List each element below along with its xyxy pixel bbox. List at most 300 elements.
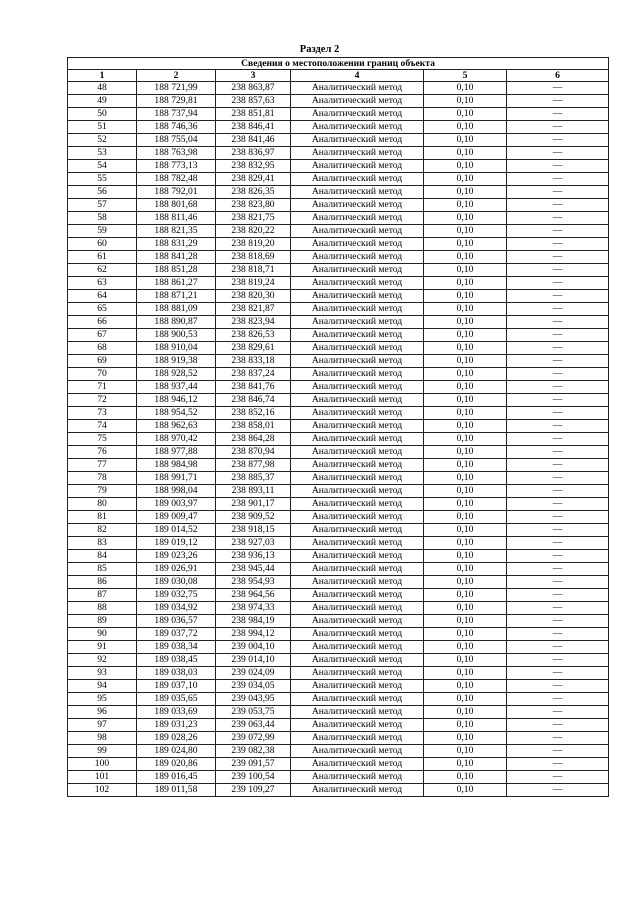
table-row	[68, 82, 609, 95]
x-coordinate-cell: 188 851,28	[137, 264, 216, 277]
y-coordinate-cell: 239 072,99	[216, 732, 291, 745]
y-coordinate-cell: 239 034,05	[216, 680, 291, 693]
y-coordinate-cell: 238 858,01	[216, 420, 291, 433]
accuracy-cell: 0,10	[424, 602, 507, 615]
description-cell: —	[507, 511, 609, 524]
y-coordinate-cell: 238 819,20	[216, 238, 291, 251]
point-number-cell: 59	[68, 225, 137, 238]
method-cell: Аналитический метод	[291, 95, 424, 108]
x-coordinate-cell: 188 998,04	[137, 485, 216, 498]
accuracy-cell: 0,10	[424, 433, 507, 446]
point-number-cell: 80	[68, 498, 137, 511]
method-cell: Аналитический метод	[291, 173, 424, 186]
x-coordinate-cell: 189 011,58	[137, 784, 216, 797]
boundary-coordinates-table	[67, 57, 609, 797]
y-coordinate-cell: 238 841,46	[216, 134, 291, 147]
table-row	[68, 251, 609, 264]
method-cell: Аналитический метод	[291, 82, 424, 95]
point-number-cell: 96	[68, 706, 137, 719]
description-cell: —	[507, 264, 609, 277]
table-row	[68, 186, 609, 199]
x-coordinate-cell: 188 890,87	[137, 316, 216, 329]
table-row	[68, 719, 609, 732]
table-row	[68, 511, 609, 524]
accuracy-cell: 0,10	[424, 615, 507, 628]
y-coordinate-cell: 238 832,95	[216, 160, 291, 173]
point-number-cell: 91	[68, 641, 137, 654]
x-coordinate-cell: 189 038,03	[137, 667, 216, 680]
table-row	[68, 524, 609, 537]
table-row	[68, 316, 609, 329]
method-cell: Аналитический метод	[291, 251, 424, 264]
table-row	[68, 550, 609, 563]
description-cell: —	[507, 498, 609, 511]
description-cell: —	[507, 641, 609, 654]
accuracy-cell: 0,10	[424, 329, 507, 342]
x-coordinate-cell: 188 861,27	[137, 277, 216, 290]
description-cell: —	[507, 654, 609, 667]
description-cell: —	[507, 199, 609, 212]
y-coordinate-cell: 238 818,69	[216, 251, 291, 264]
accuracy-cell: 0,10	[424, 303, 507, 316]
x-coordinate-cell: 188 763,98	[137, 147, 216, 160]
x-coordinate-cell: 189 026,91	[137, 563, 216, 576]
x-coordinate-cell: 188 937,44	[137, 381, 216, 394]
accuracy-cell: 0,10	[424, 290, 507, 303]
method-cell: Аналитический метод	[291, 641, 424, 654]
x-coordinate-cell: 189 023,26	[137, 550, 216, 563]
table-row	[68, 290, 609, 303]
column-number: 4	[291, 70, 424, 82]
accuracy-cell: 0,10	[424, 459, 507, 472]
method-cell: Аналитический метод	[291, 719, 424, 732]
description-cell: —	[507, 771, 609, 784]
description-cell: —	[507, 134, 609, 147]
x-coordinate-cell: 189 019,12	[137, 537, 216, 550]
table-row	[68, 381, 609, 394]
point-number-cell: 89	[68, 615, 137, 628]
description-cell: —	[507, 732, 609, 745]
description-cell: —	[507, 82, 609, 95]
table-row	[68, 147, 609, 160]
description-cell: —	[507, 550, 609, 563]
description-cell: —	[507, 212, 609, 225]
accuracy-cell: 0,10	[424, 225, 507, 238]
y-coordinate-cell: 238 818,71	[216, 264, 291, 277]
y-coordinate-cell: 238 846,41	[216, 121, 291, 134]
description-cell: —	[507, 524, 609, 537]
x-coordinate-cell: 188 821,35	[137, 225, 216, 238]
table-row	[68, 537, 609, 550]
accuracy-cell: 0,10	[424, 82, 507, 95]
y-coordinate-cell: 239 109,27	[216, 784, 291, 797]
point-number-cell: 84	[68, 550, 137, 563]
x-coordinate-cell: 189 038,45	[137, 654, 216, 667]
description-cell: —	[507, 563, 609, 576]
table-row	[68, 134, 609, 147]
method-cell: Аналитический метод	[291, 134, 424, 147]
description-cell: —	[507, 693, 609, 706]
description-cell: —	[507, 719, 609, 732]
x-coordinate-cell: 189 036,57	[137, 615, 216, 628]
x-coordinate-cell: 189 031,23	[137, 719, 216, 732]
y-coordinate-cell: 238 954,93	[216, 576, 291, 589]
accuracy-cell: 0,10	[424, 524, 507, 537]
accuracy-cell: 0,10	[424, 706, 507, 719]
x-coordinate-cell: 188 946,12	[137, 394, 216, 407]
accuracy-cell: 0,10	[424, 277, 507, 290]
accuracy-cell: 0,10	[424, 121, 507, 134]
accuracy-cell: 0,10	[424, 667, 507, 680]
point-number-cell: 52	[68, 134, 137, 147]
accuracy-cell: 0,10	[424, 485, 507, 498]
method-cell: Аналитический метод	[291, 602, 424, 615]
x-coordinate-cell: 188 900,53	[137, 329, 216, 342]
method-cell: Аналитический метод	[291, 472, 424, 485]
table-row	[68, 602, 609, 615]
description-cell: —	[507, 680, 609, 693]
table-row	[68, 771, 609, 784]
x-coordinate-cell: 188 910,04	[137, 342, 216, 355]
y-coordinate-cell: 238 909,52	[216, 511, 291, 524]
accuracy-cell: 0,10	[424, 589, 507, 602]
accuracy-cell: 0,10	[424, 771, 507, 784]
accuracy-cell: 0,10	[424, 316, 507, 329]
y-coordinate-cell: 238 836,97	[216, 147, 291, 160]
y-coordinate-cell: 238 857,63	[216, 95, 291, 108]
point-number-cell: 48	[68, 82, 137, 95]
accuracy-cell: 0,10	[424, 719, 507, 732]
point-number-cell: 82	[68, 524, 137, 537]
y-coordinate-cell: 238 984,19	[216, 615, 291, 628]
accuracy-cell: 0,10	[424, 173, 507, 186]
table-body	[68, 82, 609, 797]
table-row	[68, 667, 609, 680]
y-coordinate-cell: 238 821,75	[216, 212, 291, 225]
point-number-cell: 81	[68, 511, 137, 524]
description-cell: —	[507, 758, 609, 771]
x-coordinate-cell: 188 984,98	[137, 459, 216, 472]
description-cell: —	[507, 303, 609, 316]
column-number: 6	[507, 70, 609, 82]
description-cell: —	[507, 329, 609, 342]
y-coordinate-cell: 239 004,10	[216, 641, 291, 654]
y-coordinate-cell: 238 823,94	[216, 316, 291, 329]
method-cell: Аналитический метод	[291, 628, 424, 641]
y-coordinate-cell: 238 833,18	[216, 355, 291, 368]
method-cell: Аналитический метод	[291, 108, 424, 121]
x-coordinate-cell: 188 954,52	[137, 407, 216, 420]
accuracy-cell: 0,10	[424, 641, 507, 654]
table-row	[68, 563, 609, 576]
description-cell: —	[507, 368, 609, 381]
table-row	[68, 745, 609, 758]
x-coordinate-cell: 188 737,94	[137, 108, 216, 121]
method-cell: Аналитический метод	[291, 745, 424, 758]
method-cell: Аналитический метод	[291, 394, 424, 407]
table-row	[68, 121, 609, 134]
table-row	[68, 277, 609, 290]
x-coordinate-cell: 188 977,88	[137, 446, 216, 459]
point-number-cell: 72	[68, 394, 137, 407]
accuracy-cell: 0,10	[424, 498, 507, 511]
method-cell: Аналитический метод	[291, 771, 424, 784]
column-number: 3	[216, 70, 291, 82]
accuracy-cell: 0,10	[424, 368, 507, 381]
method-cell: Аналитический метод	[291, 576, 424, 589]
y-coordinate-cell: 238 994,12	[216, 628, 291, 641]
method-cell: Аналитический метод	[291, 524, 424, 537]
method-cell: Аналитический метод	[291, 433, 424, 446]
table-row	[68, 394, 609, 407]
method-cell: Аналитический метод	[291, 186, 424, 199]
table-row	[68, 95, 609, 108]
accuracy-cell: 0,10	[424, 732, 507, 745]
method-cell: Аналитический метод	[291, 381, 424, 394]
x-coordinate-cell: 188 871,21	[137, 290, 216, 303]
description-cell: —	[507, 108, 609, 121]
description-cell: —	[507, 615, 609, 628]
y-coordinate-cell: 238 936,13	[216, 550, 291, 563]
method-cell: Аналитический метод	[291, 277, 424, 290]
x-coordinate-cell: 189 037,10	[137, 680, 216, 693]
accuracy-cell: 0,10	[424, 186, 507, 199]
description-cell: —	[507, 342, 609, 355]
x-coordinate-cell: 189 030,08	[137, 576, 216, 589]
y-coordinate-cell: 238 837,24	[216, 368, 291, 381]
y-coordinate-cell: 238 863,87	[216, 82, 291, 95]
x-coordinate-cell: 188 792,01	[137, 186, 216, 199]
accuracy-cell: 0,10	[424, 680, 507, 693]
description-cell: —	[507, 602, 609, 615]
table-row	[68, 238, 609, 251]
y-coordinate-cell: 239 063,44	[216, 719, 291, 732]
x-coordinate-cell: 189 033,69	[137, 706, 216, 719]
description-cell: —	[507, 238, 609, 251]
point-number-cell: 62	[68, 264, 137, 277]
description-cell: —	[507, 420, 609, 433]
table-row	[68, 446, 609, 459]
accuracy-cell: 0,10	[424, 550, 507, 563]
method-cell: Аналитический метод	[291, 160, 424, 173]
point-number-cell: 94	[68, 680, 137, 693]
method-cell: Аналитический метод	[291, 615, 424, 628]
method-cell: Аналитический метод	[291, 589, 424, 602]
point-number-cell: 67	[68, 329, 137, 342]
x-coordinate-cell: 189 016,45	[137, 771, 216, 784]
x-coordinate-cell: 188 755,04	[137, 134, 216, 147]
accuracy-cell: 0,10	[424, 199, 507, 212]
x-coordinate-cell: 188 919,38	[137, 355, 216, 368]
point-number-cell: 79	[68, 485, 137, 498]
table-row	[68, 693, 609, 706]
x-coordinate-cell: 189 038,34	[137, 641, 216, 654]
accuracy-cell: 0,10	[424, 420, 507, 433]
point-number-cell: 66	[68, 316, 137, 329]
accuracy-cell: 0,10	[424, 446, 507, 459]
y-coordinate-cell: 239 082,38	[216, 745, 291, 758]
accuracy-cell: 0,10	[424, 147, 507, 160]
method-cell: Аналитический метод	[291, 758, 424, 771]
description-cell: —	[507, 225, 609, 238]
point-number-cell: 93	[68, 667, 137, 680]
column-number: 5	[424, 70, 507, 82]
table-row	[68, 628, 609, 641]
table-row	[68, 615, 609, 628]
point-number-cell: 99	[68, 745, 137, 758]
point-number-cell: 86	[68, 576, 137, 589]
description-cell: —	[507, 316, 609, 329]
description-cell: —	[507, 290, 609, 303]
y-coordinate-cell: 238 819,24	[216, 277, 291, 290]
point-number-cell: 73	[68, 407, 137, 420]
description-cell: —	[507, 706, 609, 719]
point-number-cell: 75	[68, 433, 137, 446]
y-coordinate-cell: 239 091,57	[216, 758, 291, 771]
method-cell: Аналитический метод	[291, 485, 424, 498]
method-cell: Аналитический метод	[291, 329, 424, 342]
point-number-cell: 69	[68, 355, 137, 368]
description-cell: —	[507, 394, 609, 407]
table-row	[68, 641, 609, 654]
description-cell: —	[507, 667, 609, 680]
y-coordinate-cell: 239 024,09	[216, 667, 291, 680]
point-number-cell: 83	[68, 537, 137, 550]
description-cell: —	[507, 95, 609, 108]
accuracy-cell: 0,10	[424, 537, 507, 550]
point-number-cell: 100	[68, 758, 137, 771]
method-cell: Аналитический метод	[291, 667, 424, 680]
accuracy-cell: 0,10	[424, 134, 507, 147]
table-row	[68, 485, 609, 498]
method-cell: Аналитический метод	[291, 550, 424, 563]
x-coordinate-cell: 189 003,97	[137, 498, 216, 511]
table-row	[68, 407, 609, 420]
y-coordinate-cell: 238 826,35	[216, 186, 291, 199]
table-row	[68, 732, 609, 745]
point-number-cell: 63	[68, 277, 137, 290]
point-number-cell: 57	[68, 199, 137, 212]
description-cell: —	[507, 160, 609, 173]
point-number-cell: 55	[68, 173, 137, 186]
table-row	[68, 784, 609, 797]
method-cell: Аналитический метод	[291, 147, 424, 160]
x-coordinate-cell: 188 962,63	[137, 420, 216, 433]
point-number-cell: 101	[68, 771, 137, 784]
point-number-cell: 97	[68, 719, 137, 732]
method-cell: Аналитический метод	[291, 316, 424, 329]
method-cell: Аналитический метод	[291, 121, 424, 134]
method-cell: Аналитический метод	[291, 238, 424, 251]
y-coordinate-cell: 238 964,56	[216, 589, 291, 602]
table-row	[68, 212, 609, 225]
description-cell: —	[507, 745, 609, 758]
y-coordinate-cell: 238 927,03	[216, 537, 291, 550]
y-coordinate-cell: 238 864,28	[216, 433, 291, 446]
description-cell: —	[507, 251, 609, 264]
method-cell: Аналитический метод	[291, 563, 424, 576]
accuracy-cell: 0,10	[424, 628, 507, 641]
accuracy-cell: 0,10	[424, 745, 507, 758]
x-coordinate-cell: 188 729,81	[137, 95, 216, 108]
x-coordinate-cell: 188 881,09	[137, 303, 216, 316]
method-cell: Аналитический метод	[291, 537, 424, 550]
description-cell: —	[507, 459, 609, 472]
table-row	[68, 225, 609, 238]
point-number-cell: 88	[68, 602, 137, 615]
table-row	[68, 160, 609, 173]
method-cell: Аналитический метод	[291, 784, 424, 797]
description-cell: —	[507, 186, 609, 199]
table-row	[68, 433, 609, 446]
x-coordinate-cell: 188 991,71	[137, 472, 216, 485]
method-cell: Аналитический метод	[291, 654, 424, 667]
point-number-cell: 56	[68, 186, 137, 199]
x-coordinate-cell: 189 009,47	[137, 511, 216, 524]
description-cell: —	[507, 628, 609, 641]
method-cell: Аналитический метод	[291, 355, 424, 368]
accuracy-cell: 0,10	[424, 381, 507, 394]
table-row	[68, 264, 609, 277]
y-coordinate-cell: 238 821,87	[216, 303, 291, 316]
point-number-cell: 49	[68, 95, 137, 108]
y-coordinate-cell: 238 851,81	[216, 108, 291, 121]
method-cell: Аналитический метод	[291, 511, 424, 524]
point-number-cell: 92	[68, 654, 137, 667]
y-coordinate-cell: 238 877,98	[216, 459, 291, 472]
y-coordinate-cell: 238 841,76	[216, 381, 291, 394]
accuracy-cell: 0,10	[424, 160, 507, 173]
point-number-cell: 74	[68, 420, 137, 433]
method-cell: Аналитический метод	[291, 706, 424, 719]
x-coordinate-cell: 188 831,29	[137, 238, 216, 251]
point-number-cell: 65	[68, 303, 137, 316]
method-cell: Аналитический метод	[291, 446, 424, 459]
x-coordinate-cell: 189 028,26	[137, 732, 216, 745]
accuracy-cell: 0,10	[424, 784, 507, 797]
table-row	[68, 706, 609, 719]
table-row	[68, 498, 609, 511]
method-cell: Аналитический метод	[291, 732, 424, 745]
method-cell: Аналитический метод	[291, 264, 424, 277]
method-cell: Аналитический метод	[291, 407, 424, 420]
column-number: 1	[68, 70, 137, 82]
accuracy-cell: 0,10	[424, 576, 507, 589]
method-cell: Аналитический метод	[291, 498, 424, 511]
description-cell: —	[507, 381, 609, 394]
x-coordinate-cell: 188 811,46	[137, 212, 216, 225]
x-coordinate-cell: 189 037,72	[137, 628, 216, 641]
column-number: 2	[137, 70, 216, 82]
x-coordinate-cell: 188 721,99	[137, 82, 216, 95]
point-number-cell: 54	[68, 160, 137, 173]
description-cell: —	[507, 537, 609, 550]
description-cell: —	[507, 277, 609, 290]
table-row	[68, 368, 609, 381]
method-cell: Аналитический метод	[291, 342, 424, 355]
y-coordinate-cell: 239 043,95	[216, 693, 291, 706]
x-coordinate-cell: 188 746,36	[137, 121, 216, 134]
table-row	[68, 199, 609, 212]
accuracy-cell: 0,10	[424, 355, 507, 368]
accuracy-cell: 0,10	[424, 264, 507, 277]
method-cell: Аналитический метод	[291, 693, 424, 706]
table-row	[68, 108, 609, 121]
table-row	[68, 589, 609, 602]
description-cell: —	[507, 485, 609, 498]
point-number-cell: 78	[68, 472, 137, 485]
x-coordinate-cell: 189 032,75	[137, 589, 216, 602]
